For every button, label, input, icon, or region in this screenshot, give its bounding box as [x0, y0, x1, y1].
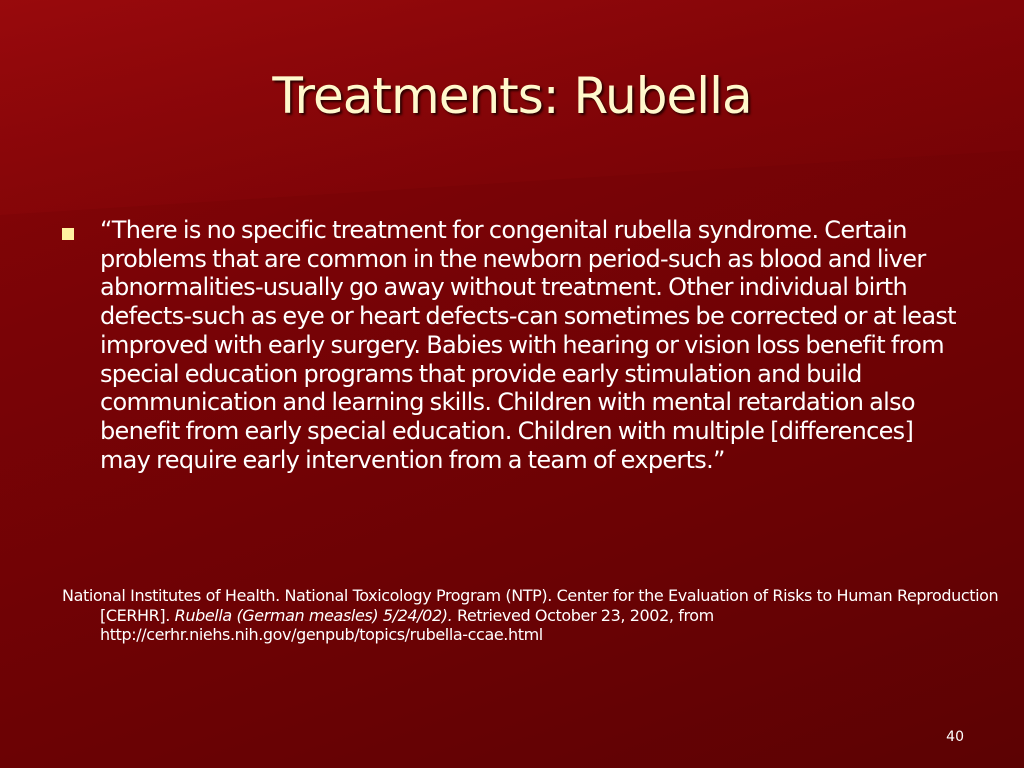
square-bullet-icon [62, 228, 74, 240]
slide-title: Treatments: Rubella [272, 67, 752, 125]
bullet-item [62, 216, 962, 474]
bullet-text: “There is no specific treatment for congenital rubella syndrome. Certain problems that are common in the newborn period-such as blood and liver abnormalities-usually go away without treatment. Other individual birth defects-such as eye or heart defects-can sometimes be corrected or at least improved with early surgery. Babies with hearing or vision loss benefit from special education programs that provide early stimulation and build communication and learning skills. Children with mental retardation also benefit from early special education. Children with multiple [differences] may require early intervention from a team of experts.” [100, 216, 956, 474]
page-number: 40 [946, 729, 964, 745]
citation-text: National Institutes of Health. National Toxicology Program (NTP). Center for the Evaluation of Risks to Human Reproduction [CERHR]. [62, 586, 999, 625]
citation-title: Rubella (German measles) 5/24/02). [174, 605, 453, 625]
citation-retrieval: Retrieved October 23, 2002, from http://cerhr.niehs.nih.gov/genpub/topics/rubella-ccae.html [100, 605, 714, 644]
citation [62, 586, 1000, 645]
